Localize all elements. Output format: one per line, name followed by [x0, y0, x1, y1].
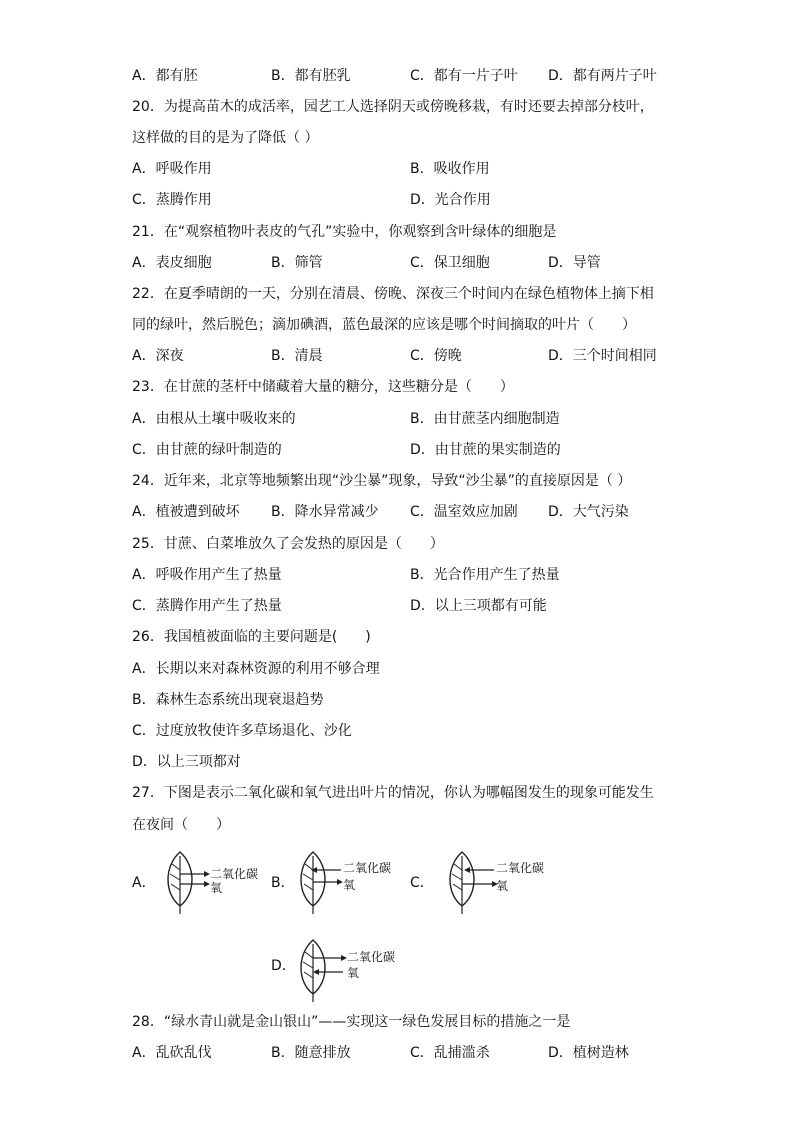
q22-stem-line1: 22．在夏季晴朗的一天，分别在清晨、傍晚、深夜三个时间内在绿色植物体上摘下相 — [132, 286, 654, 302]
q21-option-a[interactable]: A．表皮细胞 — [132, 255, 212, 271]
q26-option-d[interactable]: D．以上三项都对 — [132, 754, 241, 770]
q27-stem-line2: 在夜间（ ） — [132, 817, 230, 833]
q28-stem-line1: 28．“绿水青山就是金山银山”——实现这一绿色发展目标的措施之一是 — [132, 1014, 571, 1030]
q27-figure-b-co2: 二氧化碳 — [343, 861, 392, 875]
q23-option-d[interactable]: D．由甘蔗的果实制造的 — [410, 442, 561, 458]
q19-option-d[interactable]: D．都有两片子叶 — [548, 68, 657, 84]
q24-option-c[interactable]: C．温室效应加剧 — [410, 504, 518, 520]
q25-option-d[interactable]: D．以上三项都有可能 — [410, 598, 547, 614]
q22-option-d[interactable]: D．三个时间相同 — [548, 348, 657, 364]
q20-stem-line2: 这样做的目的是为了降低（ ） — [132, 130, 319, 146]
q27-figure-b-o2: 氧 — [343, 878, 356, 892]
q19-option-c[interactable]: C．都有一片子叶 — [410, 68, 518, 84]
q26-option-c[interactable]: C．过度放牧使许多草场退化、沙化 — [132, 723, 352, 739]
q24-stem-line1: 24．近年来，北京等地频繁出现“沙尘暴”现象，导致“沙尘暴”的直接原因是（ ） — [132, 473, 632, 489]
q28-option-d[interactable]: D．植树造林 — [548, 1045, 629, 1061]
q27-figure-c[interactable] — [410, 848, 560, 918]
q23-option-a[interactable]: A．由根从土壤中吸收来的 — [132, 411, 296, 427]
q27-figure-a-label: A． — [132, 875, 156, 891]
q19-option-a[interactable]: A．都有胚 — [132, 68, 198, 84]
q24-option-d[interactable]: D．大气污染 — [548, 504, 629, 520]
q22-option-a[interactable]: A．深夜 — [132, 348, 184, 364]
q28-option-b[interactable]: B．随意排放 — [271, 1045, 351, 1061]
leaf-icon — [440, 848, 530, 918]
q24-option-b[interactable]: B．降水异常减少 — [271, 504, 379, 520]
q28-option-a[interactable]: A．乱砍乱伐 — [132, 1045, 212, 1061]
q27-figure-d-co2: 二氧化碳 — [347, 950, 396, 964]
q25-option-a[interactable]: A．呼吸作用产生了热量 — [132, 567, 282, 583]
q22-option-c[interactable]: C．傍晚 — [410, 348, 462, 364]
q20-option-a[interactable]: A．呼吸作用 — [132, 161, 212, 177]
q21-stem-line1: 21．在“观察植物叶表皮的气孔”实验中，你观察到含叶绿体的细胞是 — [132, 224, 557, 240]
q26-option-b[interactable]: B．森林生态系统出现衰退趋势 — [132, 692, 324, 708]
q27-figure-c-o2: 氧 — [496, 879, 509, 893]
q28-option-c[interactable]: C．乱捕滥杀 — [410, 1045, 490, 1061]
q26-option-a[interactable]: A．长期以来对森林资源的利用不够合理 — [132, 661, 380, 677]
q27-figure-d-label: D． — [271, 958, 296, 974]
q20-option-c[interactable]: C．蒸腾作用 — [132, 192, 212, 208]
q20-option-d[interactable]: D．光合作用 — [410, 192, 491, 208]
q20-stem-line1: 20．为提高苗木的成活率，园艺工人选择阴天或傍晚移栽，有时还要去掉部分枝叶， — [132, 99, 654, 115]
q27-figure-a-co2: 二氧化碳 — [210, 867, 259, 881]
leaf-icon — [291, 848, 371, 918]
q27-stem-line1: 27．下图是表示二氧化碳和氧气进出叶片的情况，你认为哪幅图发生的现象可能发生 — [132, 785, 654, 801]
q22-option-b[interactable]: B．清晨 — [271, 348, 323, 364]
q25-option-c[interactable]: C．蒸腾作用产生了热量 — [132, 598, 282, 614]
q23-option-b[interactable]: B．由甘蔗茎内细胞制造 — [410, 411, 560, 427]
q27-figure-c-label: C． — [410, 875, 434, 891]
q27-figure-a-o2: 氧 — [210, 881, 223, 895]
leaf-icon — [158, 848, 238, 918]
q21-option-d[interactable]: D．导管 — [548, 255, 601, 271]
q23-option-c[interactable]: C．由甘蔗的绿叶制造的 — [132, 442, 282, 458]
q27-figure-d[interactable] — [271, 936, 421, 1006]
q27-figure-c-co2: 二氧化碳 — [496, 861, 545, 875]
q26-stem-line1: 26．我国植被面临的主要问题是( ) — [132, 629, 371, 645]
q22-stem-line2: 同的绿叶，然后脱色；滴加碘酒，蓝色最深的应该是哪个时间摘取的叶片（ ） — [132, 317, 636, 333]
q25-stem-line1: 25．甘蔗、白菜堆放久了会发热的原因是（ ） — [132, 536, 444, 552]
q21-option-c[interactable]: C．保卫细胞 — [410, 255, 490, 271]
q27-figure-b[interactable] — [271, 848, 411, 918]
q21-option-b[interactable]: B．筛管 — [271, 255, 323, 271]
q27-figure-d-o2: 氧 — [347, 966, 360, 980]
q19-option-b[interactable]: B．都有胚乳 — [271, 68, 351, 84]
q27-figure-a[interactable] — [132, 848, 272, 918]
q23-stem-line1: 23．在甘蔗的茎杆中储藏着大量的糖分，这些糖分是（ ） — [132, 379, 514, 395]
q25-option-b[interactable]: B．光合作用产生了热量 — [410, 567, 560, 583]
q27-figure-b-label: B． — [271, 875, 295, 891]
q24-option-a[interactable]: A．植被遭到破坏 — [132, 504, 240, 520]
q20-option-b[interactable]: B．吸收作用 — [410, 161, 490, 177]
